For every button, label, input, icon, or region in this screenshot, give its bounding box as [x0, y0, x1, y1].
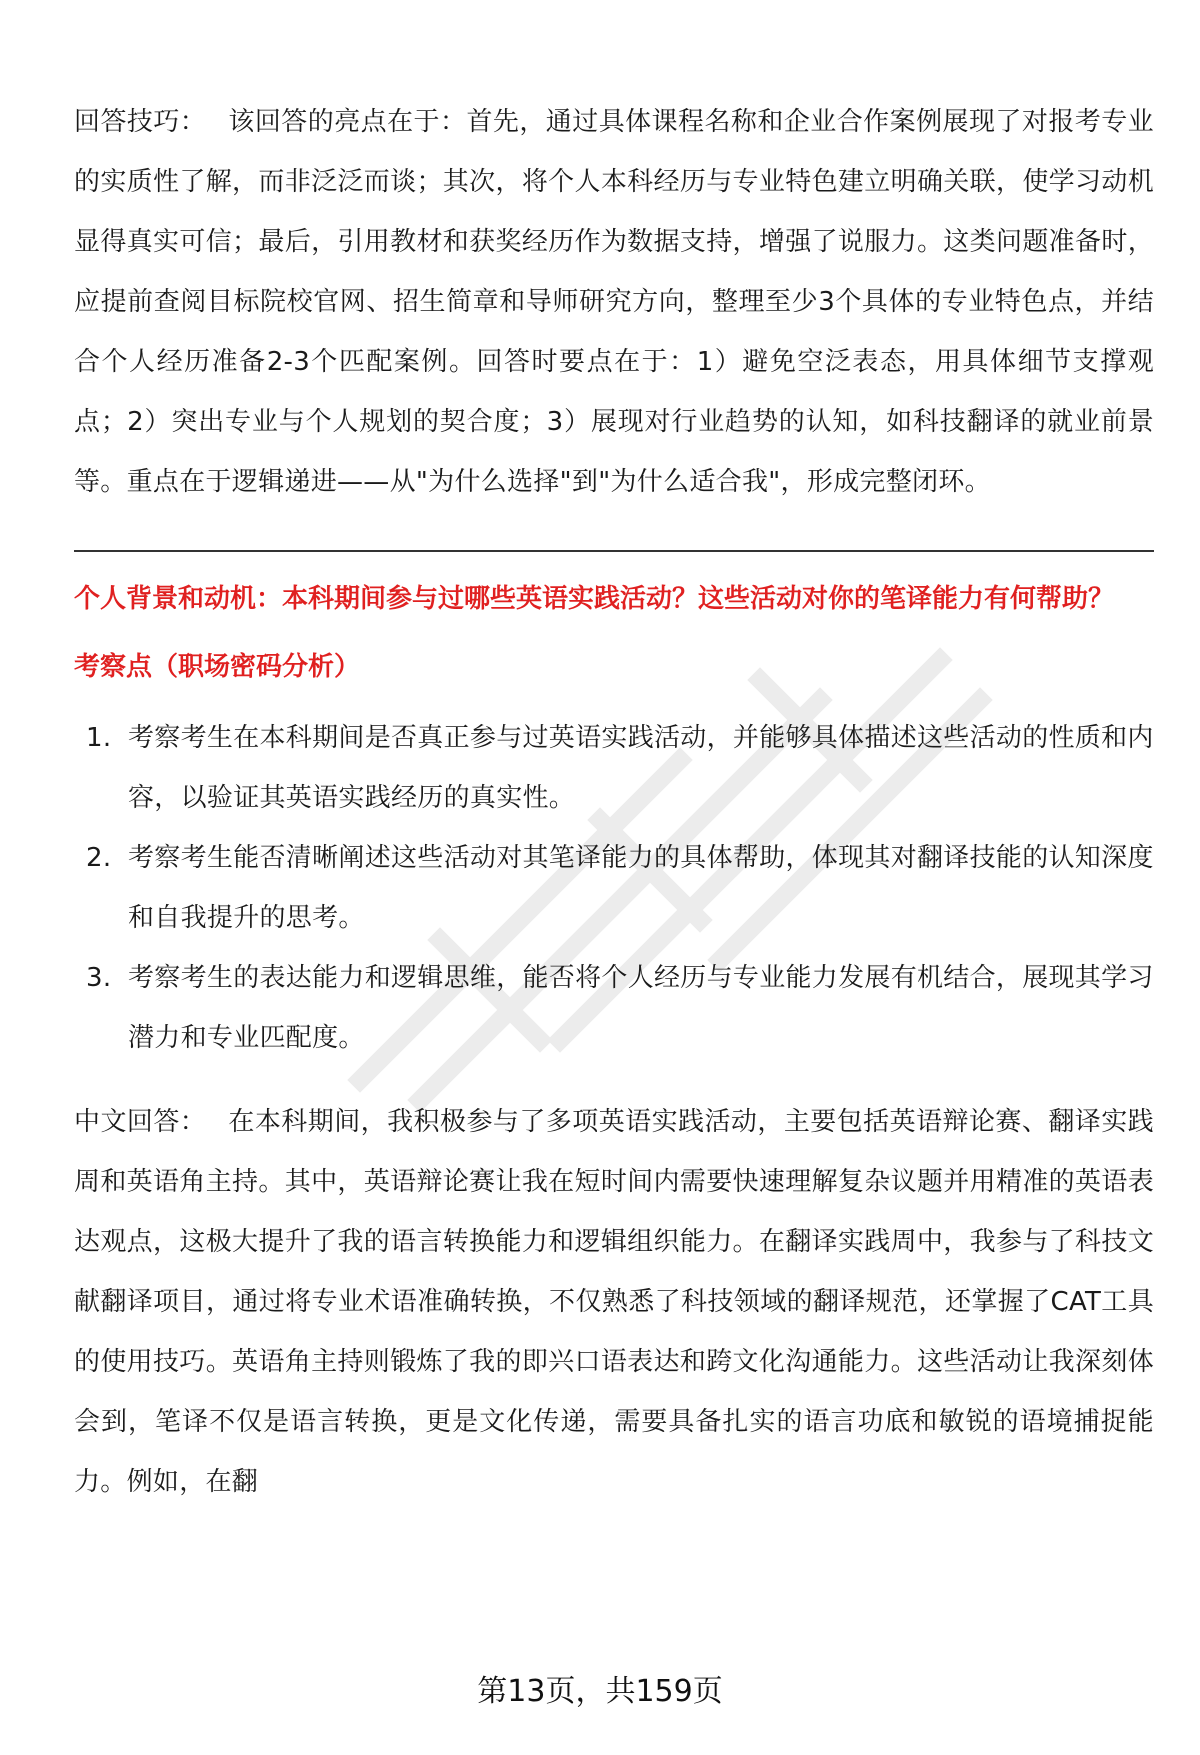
question-title: 个人背景和动机：本科期间参与过哪些英语实践活动？这些活动对你的笔译能力有何帮助？	[74, 584, 1115, 614]
page-number-footer: 第13页，共159页	[477, 1674, 723, 1709]
answer-tip-paragraph	[74, 92, 1154, 512]
page-content	[74, 92, 1154, 1512]
assessment-item	[74, 828, 1154, 948]
assessment-list	[74, 708, 1154, 1068]
answer-tip-text: 该回答的亮点在于：首先，通过具体课程名称和企业合作案例展现了对报考专业的实质性了解，而非泛泛而谈；其次，将个人本科经历与专业特色建立明确关联，使学习动机显得真实可信；最后，引用教材和获奖经历作为数据支持，增强了说服力。这类问题准备时，应提前查阅目标院校官网、招生简章和导师研究方向，整理至少3个具体的专业特色点，并结合个人经历准备2-3个匹配案例。回答时要点在于：1）避免空泛表态，用具体细节支撑观点；2）突出专业与个人规划的契合度；3）展现对行业趋势的认知，如科技翻译的就业前景等。重点在于逻辑递进——从"为什么选择"到"为什么适合我"，形成完整闭环。	[74, 107, 1154, 497]
assessment-item-number: 1.	[86, 723, 112, 753]
assessment-item-number: 2.	[86, 843, 112, 873]
chinese-answer-label: 中文回答：	[74, 1107, 207, 1137]
assessment-item	[74, 948, 1154, 1068]
chinese-answer-text: 在本科期间，我积极参与了多项英语实践活动，主要包括英语辩论赛、翻译实践周和英语角主持。其中，英语辩论赛让我在短时间内需要快速理解复杂议题并用精准的英语表达观点，这极大提升了我的语言转换能力和逻辑组织能力。在翻译实践周中，我参与了科技文献翻译项目，通过将专业术语准确转换，不仅熟悉了科技领域的翻译规范，还掌握了CAT工具的使用技巧。英语角主持则锻炼了我的即兴口语表达和跨文化沟通能力。这些活动让我深刻体会到，笔译不仅是语言转换，更是文化传递，需要具备扎实的语言功底和敏锐的语境捕捉能力。例如，在翻	[74, 1107, 1154, 1497]
section-divider	[74, 550, 1154, 552]
assessment-heading: 考察点（职场密码分析）	[74, 652, 361, 682]
assessment-item	[74, 708, 1154, 828]
assessment-item-text: 考察考生在本科期间是否真正参与过英语实践活动，并能够具体描述这些活动的性质和内容，以验证其英语实践经历的真实性。	[128, 723, 1154, 813]
answer-tip-label: 回答技巧：	[74, 107, 207, 137]
assessment-item-text: 考察考生的表达能力和逻辑思维，能否将个人经历与专业能力发展有机结合，展现其学习潜力和专业匹配度。	[128, 963, 1154, 1053]
assessment-item-text: 考察考生能否清晰阐述这些活动对其笔译能力的具体帮助，体现其对翻译技能的认知深度和自我提升的思考。	[128, 843, 1154, 933]
assessment-item-number: 3.	[86, 963, 112, 993]
chinese-answer-paragraph	[74, 1092, 1154, 1512]
